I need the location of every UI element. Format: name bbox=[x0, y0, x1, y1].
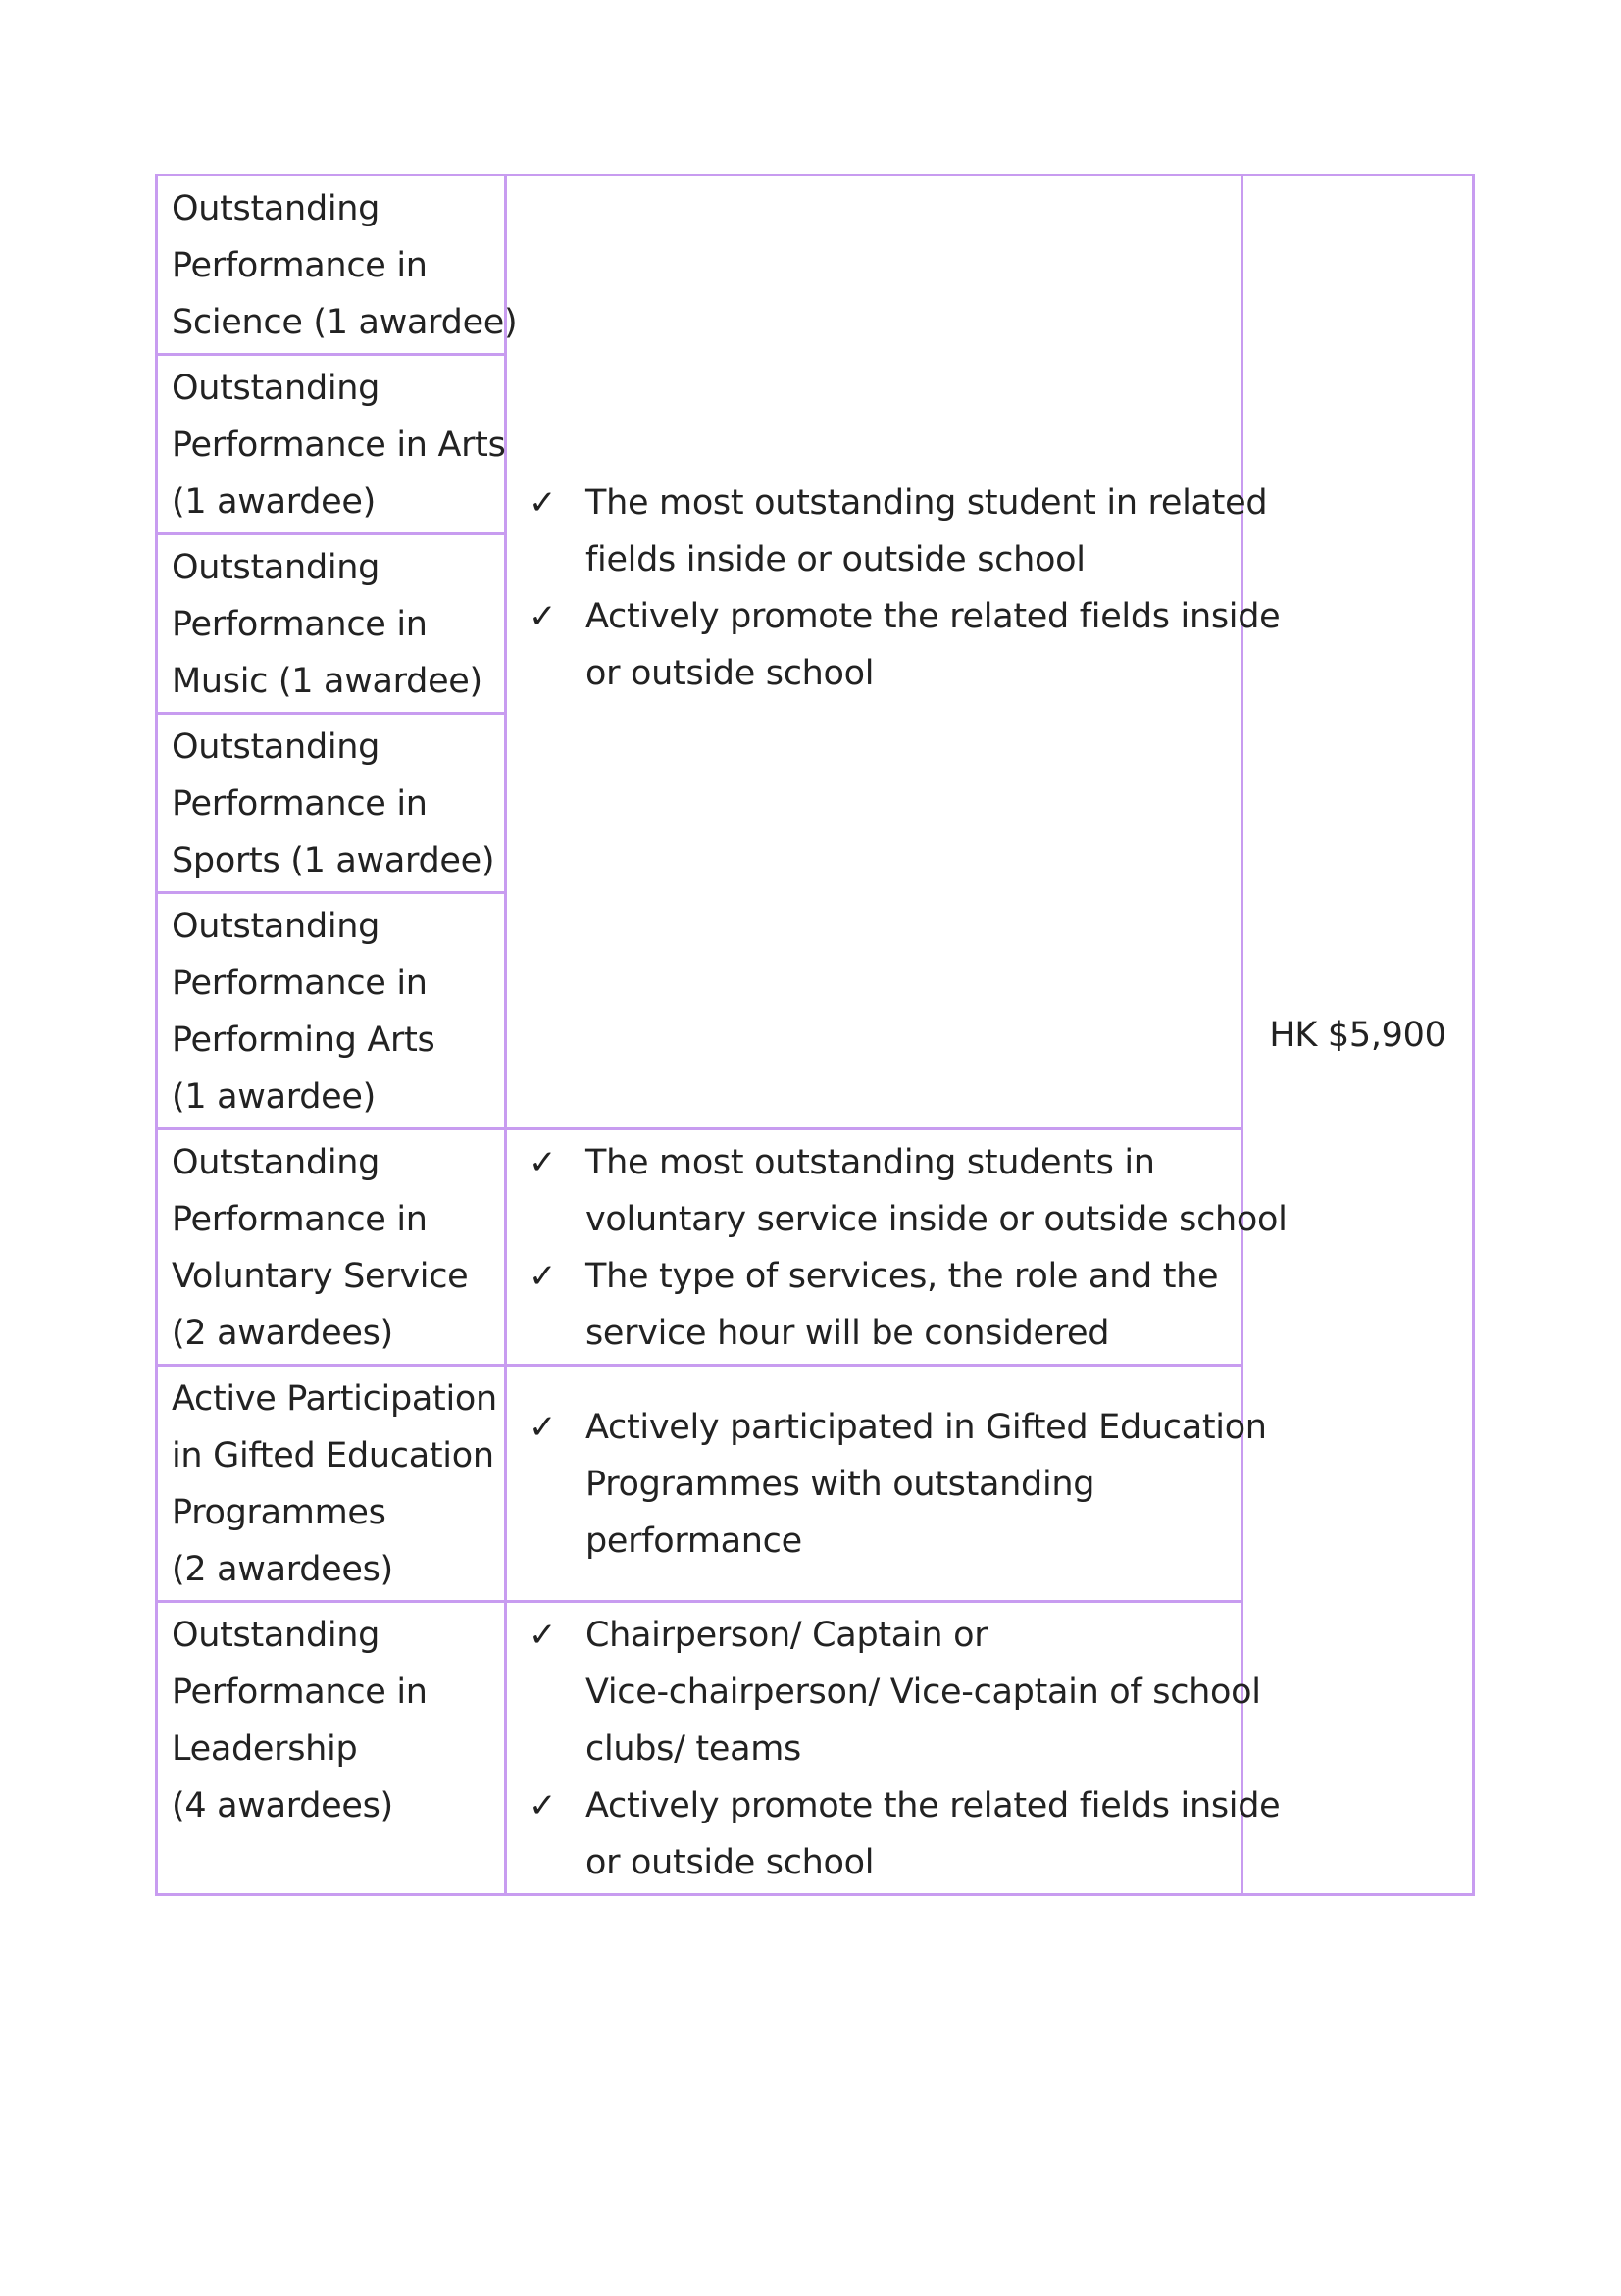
criteria-line: The most outstanding students in bbox=[585, 1143, 1155, 1182]
award-name-line: Performance in Arts bbox=[172, 425, 506, 465]
criteria-item bbox=[517, 1399, 1267, 1570]
check-icon: ✓ bbox=[529, 1408, 557, 1447]
award-name-line: Programmes bbox=[172, 1493, 386, 1532]
criteria-item bbox=[517, 474, 1268, 588]
criteria-item bbox=[517, 1134, 1288, 1248]
criteria-line: Actively participated in Gifted Education bbox=[585, 1408, 1267, 1447]
award-name-cell bbox=[157, 355, 506, 534]
award-name-line: Performance in bbox=[172, 964, 428, 1003]
criteria-line: fields inside or outside school bbox=[585, 540, 1086, 579]
award-name-line: Performance in bbox=[172, 784, 428, 824]
award-name-line: Active Participation bbox=[172, 1379, 497, 1419]
award-name-line: Sports (1 awardee) bbox=[172, 841, 495, 880]
criteria-line: or outside school bbox=[585, 1843, 875, 1882]
check-icon: ✓ bbox=[529, 1257, 557, 1296]
criteria-cell bbox=[506, 1129, 1288, 1366]
award-name-line: Outstanding bbox=[172, 548, 380, 587]
award-name-line: Outstanding bbox=[172, 1616, 380, 1655]
award-name-line: Science (1 awardee) bbox=[172, 303, 518, 342]
award-name-line: Performance in bbox=[172, 1200, 428, 1239]
award-name-line: Outstanding bbox=[172, 189, 380, 228]
award-name-cell bbox=[157, 1129, 506, 1366]
criteria-item bbox=[517, 1607, 1261, 1777]
criteria-line: performance bbox=[585, 1522, 802, 1561]
criteria-line: Vice-chairperson/ Vice-captain of school bbox=[585, 1672, 1261, 1712]
award-name-line: Outstanding bbox=[172, 1143, 380, 1182]
check-icon: ✓ bbox=[529, 1616, 557, 1655]
criteria-line: Actively promote the related fields inside bbox=[585, 597, 1281, 636]
criteria-cell bbox=[506, 1602, 1281, 1895]
award-name-cell bbox=[157, 175, 518, 355]
award-name-line: Outstanding bbox=[172, 369, 380, 408]
criteria-line: voluntary service inside or outside school bbox=[585, 1200, 1288, 1239]
award-name-line: Performance in bbox=[172, 1672, 428, 1712]
criteria-line: Chairperson/ Captain or bbox=[585, 1616, 988, 1655]
award-name-line: Music (1 awardee) bbox=[172, 662, 482, 701]
award-name-line: Performance in bbox=[172, 605, 428, 644]
criteria-line: The most outstanding student in related bbox=[585, 483, 1268, 523]
prize-amount: HK $5,900 bbox=[1269, 1015, 1446, 1055]
award-criteria-table bbox=[155, 174, 1475, 1896]
criteria-line: Actively promote the related fields inside bbox=[585, 1786, 1281, 1825]
check-icon: ✓ bbox=[529, 1786, 557, 1825]
criteria-line: The type of services, the role and the bbox=[585, 1257, 1219, 1296]
check-icon: ✓ bbox=[529, 597, 557, 636]
award-name-cell bbox=[157, 893, 506, 1129]
award-name-cell bbox=[157, 1602, 506, 1895]
award-name-line: Voluntary Service bbox=[172, 1257, 469, 1296]
award-name-line: Outstanding bbox=[172, 727, 380, 767]
award-name-line: (2 awardees) bbox=[172, 1314, 393, 1353]
prize-cell bbox=[1242, 175, 1474, 1895]
award-name-line: (4 awardees) bbox=[172, 1786, 393, 1825]
award-name-line: Performance in bbox=[172, 246, 428, 285]
table-row bbox=[157, 175, 1474, 355]
award-name-cell bbox=[157, 534, 506, 714]
criteria-line: Programmes with outstanding bbox=[585, 1465, 1095, 1504]
award-name-cell bbox=[157, 714, 506, 893]
award-name-line: Leadership bbox=[172, 1729, 358, 1769]
check-icon: ✓ bbox=[529, 1143, 557, 1182]
award-name-line: (1 awardee) bbox=[172, 1077, 376, 1117]
criteria-line: clubs/ teams bbox=[585, 1729, 801, 1769]
criteria-item bbox=[517, 1777, 1281, 1891]
criteria-line: or outside school bbox=[585, 654, 875, 693]
award-name-line: (1 awardee) bbox=[172, 482, 376, 522]
award-name-line: in Gifted Education bbox=[172, 1436, 494, 1475]
criteria-cell bbox=[506, 175, 1281, 1129]
award-name-cell bbox=[157, 1366, 506, 1602]
award-name-line: Performing Arts bbox=[172, 1021, 435, 1060]
criteria-item bbox=[517, 588, 1281, 702]
award-name-line: (2 awardees) bbox=[172, 1550, 393, 1589]
criteria-line: service hour will be considered bbox=[585, 1314, 1110, 1353]
criteria-cell bbox=[506, 1366, 1267, 1602]
check-icon: ✓ bbox=[529, 483, 557, 523]
award-name-line: Outstanding bbox=[172, 907, 380, 946]
criteria-item bbox=[517, 1248, 1229, 1362]
